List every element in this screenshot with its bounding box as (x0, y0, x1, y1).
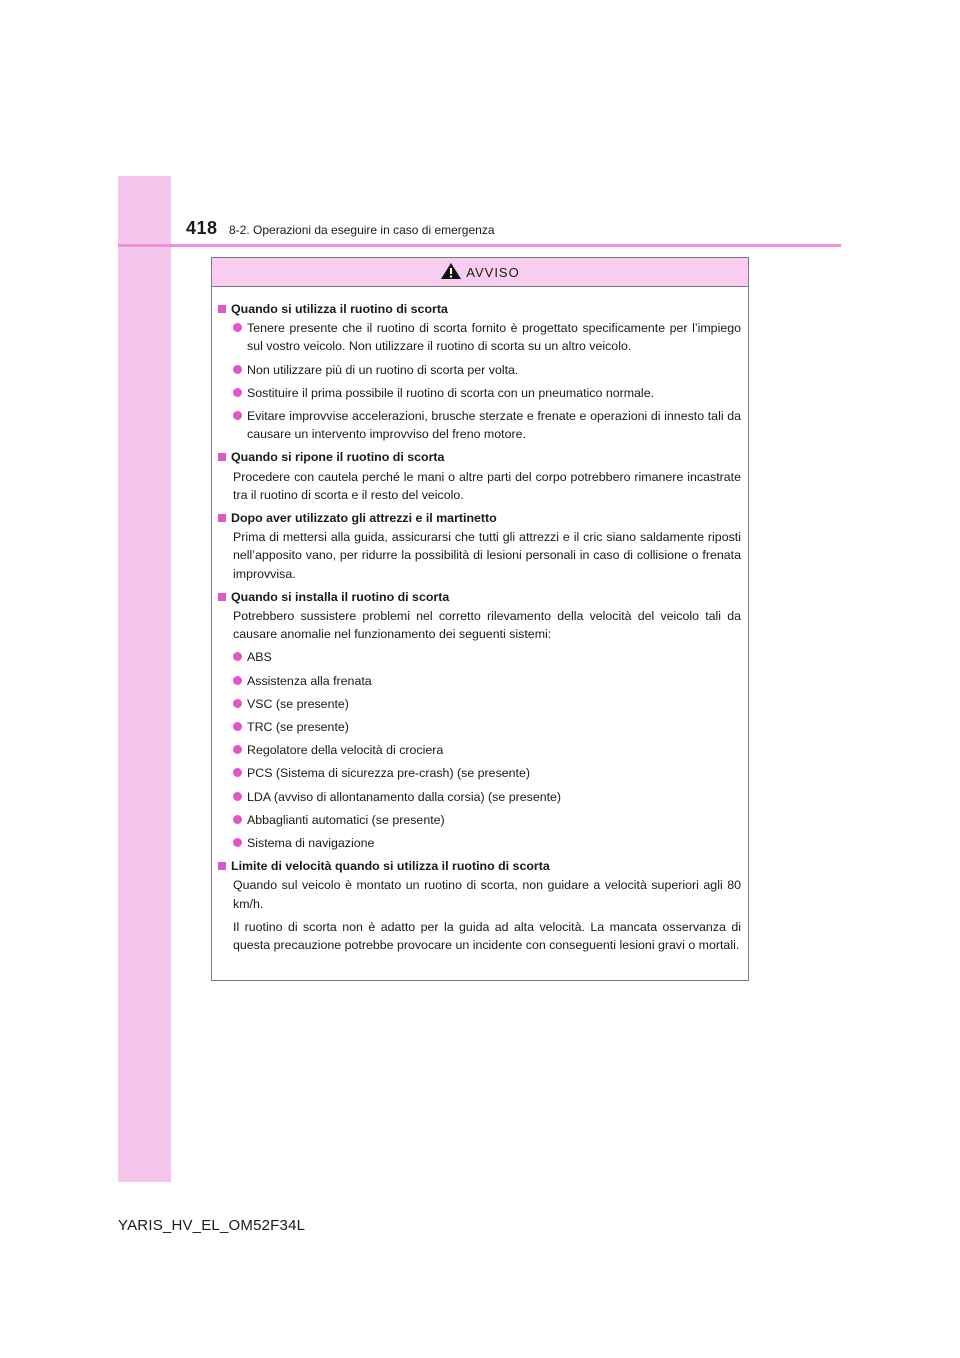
list-item-text: Evitare improvvise accelerazioni, brusche sterzate e frenate e operazioni di innesto tali da causare un intervento improvviso del freno motore. (247, 409, 741, 442)
section-heading-text: Quando si installa il ruotino di scorta (231, 589, 450, 604)
round-bullet-icon (233, 676, 242, 685)
list-item-text: ABS (247, 650, 272, 665)
list-item (233, 361, 741, 379)
round-bullet-icon (233, 652, 242, 661)
round-bullet-icon (233, 768, 242, 777)
list-item-text: Regolatore della velocità di crociera (247, 743, 444, 758)
warning-header (212, 258, 748, 287)
document-code: YARIS_HV_EL_OM52F34L (118, 1217, 306, 1234)
section-heading-text: Limite di velocità quando si utilizza il ruotino di scorta (231, 859, 550, 874)
list-item (233, 648, 741, 666)
warning-label: AVVISO (466, 264, 520, 280)
round-bullet-icon (233, 745, 242, 754)
round-bullet-icon (233, 365, 242, 374)
list-item (233, 407, 741, 443)
list-item-text: LDA (avviso di allontanamento dalla corsia) (se presente) (247, 789, 562, 804)
list-item-text: Assistenza alla frenata (247, 673, 372, 688)
page-number: 418 (186, 218, 218, 238)
list-item (233, 695, 741, 713)
square-bullet-icon (218, 305, 226, 313)
list-item-text: VSC (se presente) (247, 696, 349, 711)
list-item-text: PCS (Sistema di sicurezza pre-crash) (se presente) (247, 766, 531, 781)
list-item (233, 788, 741, 806)
section-paragraph: Procedere con cautela perché le mani o altre parti del corpo potrebbero rimanere incastrate tra il ruotino di scorta e il resto del veicolo. (233, 469, 741, 502)
side-margin-band (118, 176, 171, 1182)
square-bullet-icon (218, 453, 226, 461)
square-bullet-icon (218, 514, 226, 522)
round-bullet-icon (233, 411, 242, 420)
round-bullet-icon (233, 722, 242, 731)
list-item (233, 741, 741, 759)
list-item-text: TRC (se presente) (247, 720, 349, 735)
section-heading (216, 857, 741, 875)
section-title: 8-2. Operazioni da eseguire in caso di emergenza (229, 223, 495, 237)
round-bullet-icon (233, 792, 242, 801)
section-paragraph: Potrebbero sussistere problemi nel corretto rilevamento della velocità del veicolo tali da causare anomalie nel funzionamento dei seguenti sistemi: (233, 609, 741, 642)
list-item (233, 672, 741, 690)
list-item (233, 834, 741, 852)
section-heading-text: Quando si ripone il ruotino di scorta (231, 450, 445, 465)
square-bullet-icon (218, 593, 226, 601)
section-heading (216, 509, 741, 527)
round-bullet-icon (233, 815, 242, 824)
warning-box (211, 257, 749, 981)
section-heading (216, 300, 741, 318)
round-bullet-icon (233, 388, 242, 397)
list-item (233, 384, 741, 402)
list-item (233, 764, 741, 782)
list-item (233, 718, 741, 736)
section-heading-text: Dopo aver utilizzato gli attrezzi e il martinetto (231, 511, 497, 526)
round-bullet-icon (233, 838, 242, 847)
section-paragraph: Prima di mettersi alla guida, assicurarsi che tutti gli attrezzi e il cric siano saldamente riposti nell’apposito vano, per ridurre la possibilità di lesioni personali in caso di collisione o frenata improvvisa. (233, 530, 741, 581)
square-bullet-icon (218, 862, 226, 870)
list-item (233, 319, 741, 355)
list-item-text: Sistema di navigazione (247, 836, 375, 851)
warning-triangle-icon (440, 264, 462, 280)
list-item-text: Non utilizzare più di un ruotino di scorta per volta. (247, 362, 519, 377)
list-item-text: Sostituire il prima possibile il ruotino di scorta con un pneumatico normale. (247, 385, 655, 400)
section-heading-text: Quando si utilizza il ruotino di scorta (231, 302, 448, 316)
section-paragraph: Il ruotino di scorta non è adatto per la guida ad alta velocità. La mancata osservanza di questa precauzione potrebbe provocare un incidente con conseguenti lesioni gravi o mortali. (233, 919, 741, 953)
round-bullet-icon (233, 699, 242, 708)
section-heading (216, 588, 741, 606)
round-bullet-icon (233, 323, 242, 332)
section-paragraph: Quando sul veicolo è montato un ruotino di scorta, non guidare a velocità superiori agli 80 km/h. (233, 878, 741, 911)
list-item-text: Tenere presente che il ruotino di scorta fornito è progettato specificamente per l’impiego sul vostro veicolo. Non utilizzare il ruotino di scorta su un altro veicolo. (247, 321, 741, 354)
warning-content (212, 287, 748, 959)
header-rule (118, 244, 841, 247)
list-item-text: Abbaglianti automatici (se presente) (247, 812, 445, 827)
list-item (233, 811, 741, 829)
section-heading (216, 448, 741, 466)
